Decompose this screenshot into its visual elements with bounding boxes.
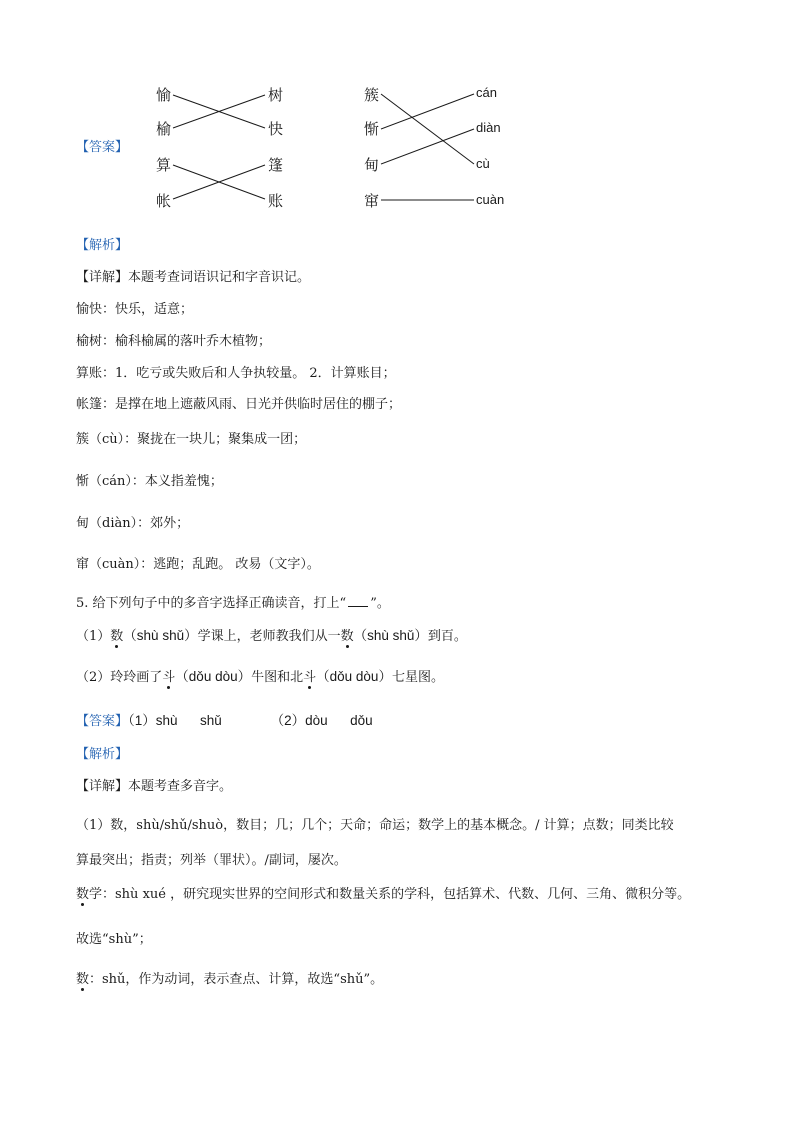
answer-text: （1）shù shǔ （2）dòu dǒu [128,713,373,728]
match-pinyin: diàn [476,120,501,135]
detail-text: 本题考查词语识记和字音识记。 [128,270,311,285]
match-right-char: 树 [268,86,284,104]
match-line [381,94,474,129]
match-left-char: 算 [156,156,172,174]
answer-label-2: 【答案】 [76,714,129,729]
analysis-line: 数学：shù xué ，研究现实世界的空间形式和数量关系的学科，包括算术、代数、几何、三角、微积分等。 [76,883,690,902]
answer-underline [348,596,368,607]
analysis-label-2: 【解析】 [76,747,129,762]
dotted-char: 数 [110,625,123,644]
question-5-answer [76,709,373,729]
detail-line-2 [76,775,232,794]
match-right-char: 篷 [268,156,284,174]
analysis-line: 愉快：快乐，适意； [76,302,194,317]
analysis-label-1: 【解析】 [76,238,129,253]
analysis-line: 榆树：榆科榆属的落叶乔木植物； [76,334,272,349]
analysis-line: 帐篷：是撑在地上遮蔽风雨、日光并供临时居住的棚子； [76,397,402,412]
analysis-line: 甸（diàn）：郊外； [76,516,190,531]
match-pinyin: cuàn [476,192,505,207]
detail-label: 【详解】 [76,270,129,285]
match-left-char: 窜 [364,192,380,210]
question-5-title: 5. 给下列句子中的多音字选择正确读音，打上“ ”。 [76,596,390,611]
analysis-line: 算最突出；指责；列举（罪状）。/副词，屡次。 [76,853,347,868]
analysis-line: 数：shǔ，作为动词，表示查点、计算，故选“shǔ”。 [76,968,383,987]
match-left-char: 簇 [364,86,380,104]
analysis-line: 算账：1．吃亏或失败后和人争执较量。 2．计算账目； [76,366,396,381]
answer-label-1: 【答案】 [76,140,129,155]
match-line [381,129,474,164]
dotted-char: 斗 [162,666,175,685]
dotted-char: 数 [76,968,89,987]
question-5-sentence-1: （1）数（shù shǔ）学课上，老师教我们从一数（shù shǔ）到百。 [76,624,467,644]
match-left-char: 愉 [156,86,172,104]
match-pinyin: cán [476,85,497,100]
match-line [381,94,474,164]
matching-lines [0,0,794,260]
analysis-line: 惭（cán）：本义指羞愧； [76,474,223,489]
match-left-char: 帐 [156,192,172,210]
dotted-char: 数 [76,883,89,902]
match-pinyin: cù [476,156,490,171]
dotted-char: 数 [341,625,354,644]
match-right-char: 快 [268,120,284,138]
analysis-line: 窜（cuàn）：逃跑；乱跑。 改易（文字）。 [76,557,320,572]
match-left-char: 惭 [364,120,380,138]
question-5-sentence-2: （2）玲玲画了斗（dǒu dòu）牛图和北斗（dǒu dòu）七星图。 [76,665,444,685]
analysis-line: 故选“shù”； [76,932,152,947]
detail-line-1 [76,266,310,285]
detail-label: 【详解】 [76,779,129,794]
analysis-line: （1）数，shù/shǔ/shuò，数目；几；几个；天命；命运；数学上的基本概念。/ 计算；点数；同类比较 [76,818,674,833]
dotted-char: 斗 [303,666,316,685]
match-right-char: 账 [268,192,284,210]
match-left-char: 榆 [156,120,172,138]
analysis-line: 簇（cù）：聚拢在一块儿；聚集成一团； [76,432,307,447]
detail-text: 本题考查多音字。 [128,779,233,794]
match-left-char: 甸 [364,156,380,174]
